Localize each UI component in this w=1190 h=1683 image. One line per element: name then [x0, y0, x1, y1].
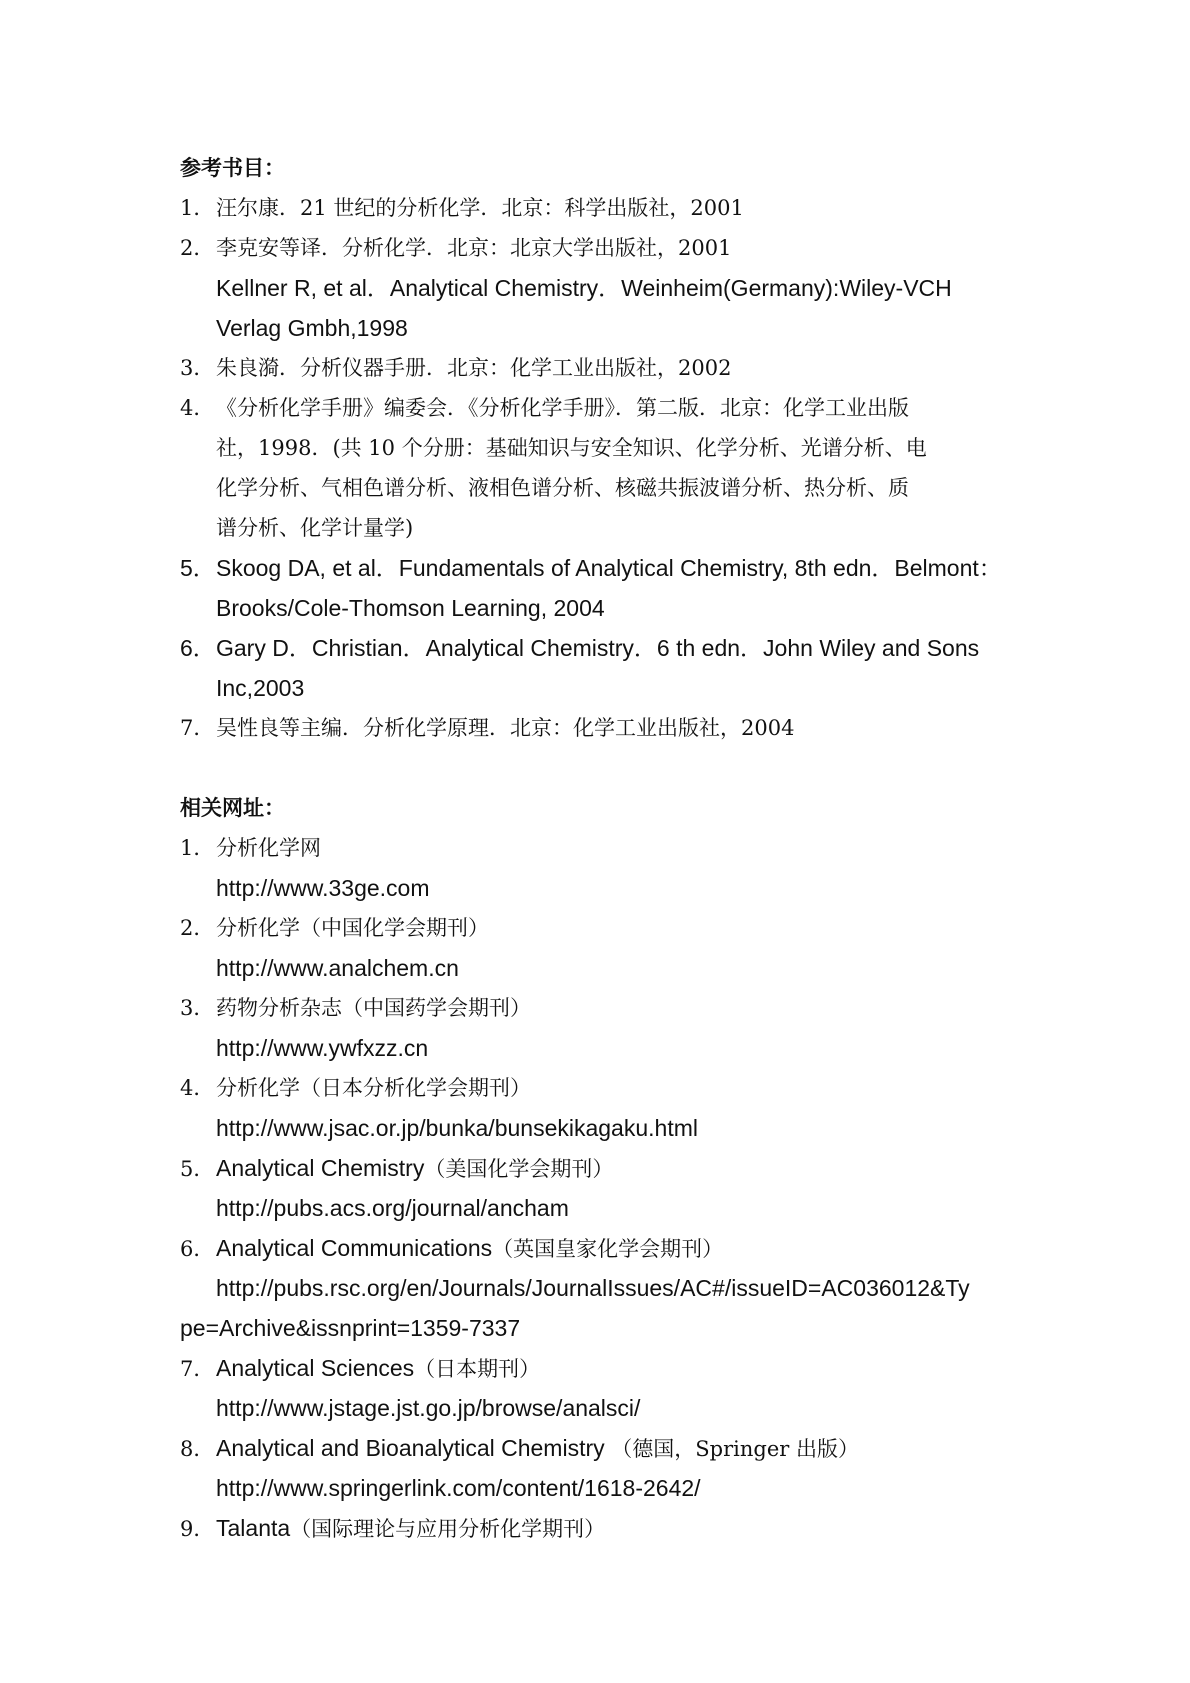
reference-item [180, 628, 1020, 668]
website-item [180, 1348, 1020, 1388]
reference-item [180, 228, 1020, 268]
item-number: 2． [180, 916, 215, 940]
item-number: 2． [180, 236, 215, 260]
website-url[interactable]: http://www.springerlink.com/content/1618-2642/ [216, 1475, 701, 1501]
reference-item [180, 348, 1020, 388]
item-number: 4． [180, 1076, 215, 1100]
section-spacer [180, 748, 1020, 788]
reference-text: 李克安等译．分析化学．北京：北京大学出版社，2001 [216, 236, 732, 260]
website-item [180, 828, 1020, 868]
website-url[interactable]: http://pubs.acs.org/journal/ancham [216, 1195, 569, 1221]
reference-continuation: 谱分析、化学计量学) [216, 516, 414, 540]
website-url[interactable]: http://www.analchem.cn [216, 955, 459, 981]
item-number: 4． [180, 396, 215, 420]
website-name-chinese: （日本期刊） [414, 1357, 541, 1381]
website-name-english: Talanta [216, 1515, 291, 1541]
website-name-chinese: （英国皇家化学会期刊） [492, 1237, 724, 1261]
website-name-english: Analytical Chemistry [216, 1155, 425, 1181]
document-page [180, 148, 1020, 1548]
item-number: 7． [180, 1357, 215, 1381]
item-number: 6． [180, 635, 216, 661]
website-name-chinese: （国际理论与应用分析化学期刊） [290, 1517, 606, 1541]
reference-continuation: Inc,2003 [216, 675, 305, 701]
website-name-chinese: （美国化学会期刊） [424, 1157, 614, 1181]
reference-text: Gary D．Christian．Analytical Chemistry．6 th edn．John Wiley and Sons [216, 635, 980, 661]
item-number: 5． [180, 1157, 215, 1181]
website-name: 药物分析杂志（中国药学会期刊） [216, 996, 531, 1020]
website-item [180, 908, 1020, 948]
item-number: 3． [180, 996, 215, 1020]
reference-text: Skoog DA, et al．Fundamentals of Analytical Chemistry, 8th edn．Belmont： [216, 555, 1002, 581]
reference-item [180, 188, 1020, 228]
item-number: 3． [180, 356, 215, 380]
reference-text: 朱良漪．分析仪器手册．北京：化学工业出版社，2002 [216, 356, 732, 380]
website-name: 分析化学（日本分析化学会期刊） [216, 1076, 531, 1100]
website-name-english: Analytical and Bioanalytical Chemistry [216, 1435, 605, 1461]
reference-item [180, 388, 1020, 428]
reference-text: 《分析化学手册》编委会．《分析化学手册》．第二版．北京：化学工业出版 [216, 396, 909, 420]
item-number: 8． [180, 1437, 215, 1461]
reference-continuation: Verlag Gmbh,1998 [216, 315, 408, 341]
website-item [180, 1148, 1020, 1188]
reference-continuation: Brooks/Cole-Thomson Learning, 2004 [216, 595, 605, 621]
references-heading: 参考书目： [180, 156, 285, 180]
website-url[interactable]: http://www.ywfxzz.cn [216, 1035, 429, 1061]
website-item [180, 1428, 1020, 1468]
reference-continuation: 社，1998．(共 10 个分册：基础知识与安全知识、化学分析、光谱分析、电 [216, 436, 927, 460]
website-item [180, 1068, 1020, 1108]
item-number: 5． [180, 555, 216, 581]
website-url[interactable]: http://www.33ge.com [216, 875, 430, 901]
reference-text: 吴性良等主编．分析化学原理．北京：化学工业出版社，2004 [216, 716, 795, 740]
website-url[interactable]: http://pubs.rsc.org/en/Journals/JournalIssues/AC#/issueID=AC036012&Ty [216, 1275, 970, 1301]
item-number: 1． [180, 196, 215, 220]
website-item [180, 988, 1020, 1028]
website-url-continuation[interactable]: pe=Archive&issnprint=1359-7337 [180, 1315, 521, 1341]
reference-text: 汪尔康．21 世纪的分析化学．北京：科学出版社，2001 [216, 196, 744, 220]
reference-item [180, 548, 1020, 588]
reference-continuation: Kellner R, et al．Analytical Chemistry．Weinheim(Germany):Wiley-VCH [216, 275, 952, 301]
item-number: 7． [180, 716, 215, 740]
item-number: 9． [180, 1517, 215, 1541]
website-item [180, 1228, 1020, 1268]
website-url[interactable]: http://www.jsac.or.jp/bunka/bunsekikagaku.html [216, 1115, 698, 1141]
reference-item [180, 708, 1020, 748]
website-url[interactable]: http://www.jstage.jst.go.jp/browse/analsci/ [216, 1395, 641, 1421]
item-number: 6． [180, 1237, 215, 1261]
website-name: 分析化学（中国化学会期刊） [216, 916, 489, 940]
website-name-chinese: （德国，Springer 出版） [604, 1437, 859, 1461]
reference-continuation: 化学分析、气相色谱分析、液相色谱分析、核磁共振波谱分析、热分析、质 [216, 476, 909, 500]
websites-heading: 相关网址： [180, 796, 285, 820]
item-number: 1． [180, 836, 215, 860]
website-name-english: Analytical Sciences [216, 1355, 415, 1381]
website-item [180, 1508, 1020, 1548]
website-name-english: Analytical Communications [216, 1235, 493, 1261]
website-name: 分析化学网 [216, 836, 321, 860]
